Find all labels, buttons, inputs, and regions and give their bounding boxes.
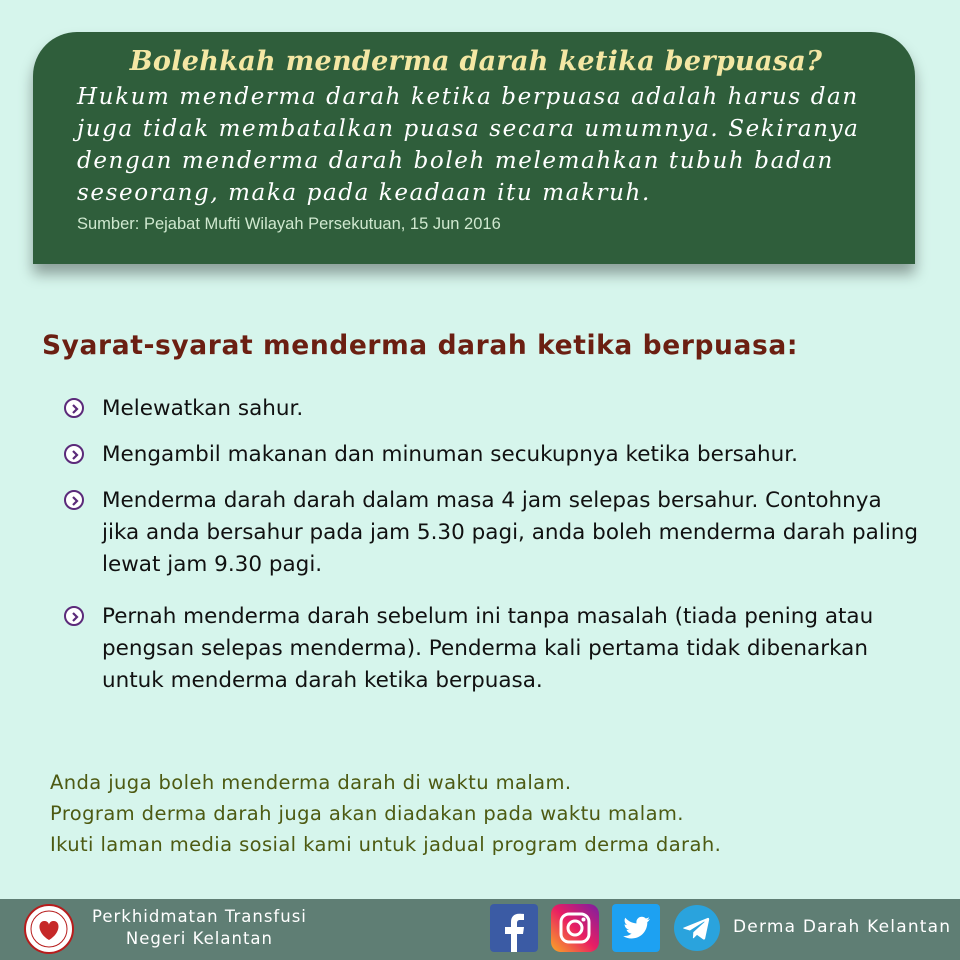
org-line: Negeri Kelantan — [125, 929, 273, 948]
social-handle: Derma Darah Kelantan — [733, 917, 952, 937]
requirements-list — [64, 393, 924, 697]
chevron-right-icon — [64, 490, 84, 510]
telegram-icon[interactable] — [673, 904, 721, 952]
card-body: Hukum menderma darah ketika berpuasa adalah harus dan juga tidak membatalkan puasa secara umumnya. Sekiranya dengan menderma darah boleh melemahkan tubuh badan seseorang, maka pada keadaan itu makruh. — [77, 84, 860, 206]
list-item — [64, 393, 924, 425]
note-line: Anda juga boleh menderma darah di waktu malam. — [50, 771, 572, 794]
instagram-icon[interactable] — [551, 904, 599, 952]
list-item-text: Mengambil makanan dan minuman secukupnya ketika bersahur. — [102, 442, 798, 467]
list-item-text: Menderma darah darah dalam masa 4 jam selepas bersahur. Contohnya jika anda bersahur pada jam 5.30 pagi, anda boleh menderma darah paling lewat jam 9.30 pagi. — [102, 488, 919, 577]
organization-logo — [24, 904, 74, 954]
list-item — [64, 485, 924, 581]
card-source: Sumber: Pejabat Mufti Wilayah Persekutuan, 15 Jun 2016 — [77, 215, 501, 233]
notes — [50, 767, 930, 860]
info-card — [33, 32, 915, 264]
footer-bar — [0, 899, 960, 960]
note-line: Program derma darah juga akan diadakan pada waktu malam. — [50, 802, 684, 825]
organization-name — [92, 906, 307, 950]
requirements-heading: Syarat-syarat menderma darah ketika berpuasa: — [42, 330, 799, 361]
org-line: Perkhidmatan Transfusi — [92, 907, 307, 926]
note-line: Ikuti laman media sosial kami untuk jadual program derma darah. — [50, 833, 722, 856]
chevron-right-icon — [64, 606, 84, 626]
list-item-text: Pernah menderma darah sebelum ini tanpa masalah (tiada pening atau pengsan selepas menderma). Penderma kali pertama tidak dibenarkan untuk menderma darah ketika berpuasa. — [102, 604, 874, 693]
chevron-right-icon — [64, 398, 84, 418]
facebook-icon[interactable] — [490, 904, 538, 952]
list-item — [64, 439, 924, 471]
twitter-icon[interactable] — [612, 904, 660, 952]
chevron-right-icon — [64, 444, 84, 464]
card-title: Bolehkah menderma darah ketika berpuasa? — [129, 46, 823, 77]
list-item — [64, 601, 924, 697]
list-item-text: Melewatkan sahur. — [102, 396, 304, 421]
